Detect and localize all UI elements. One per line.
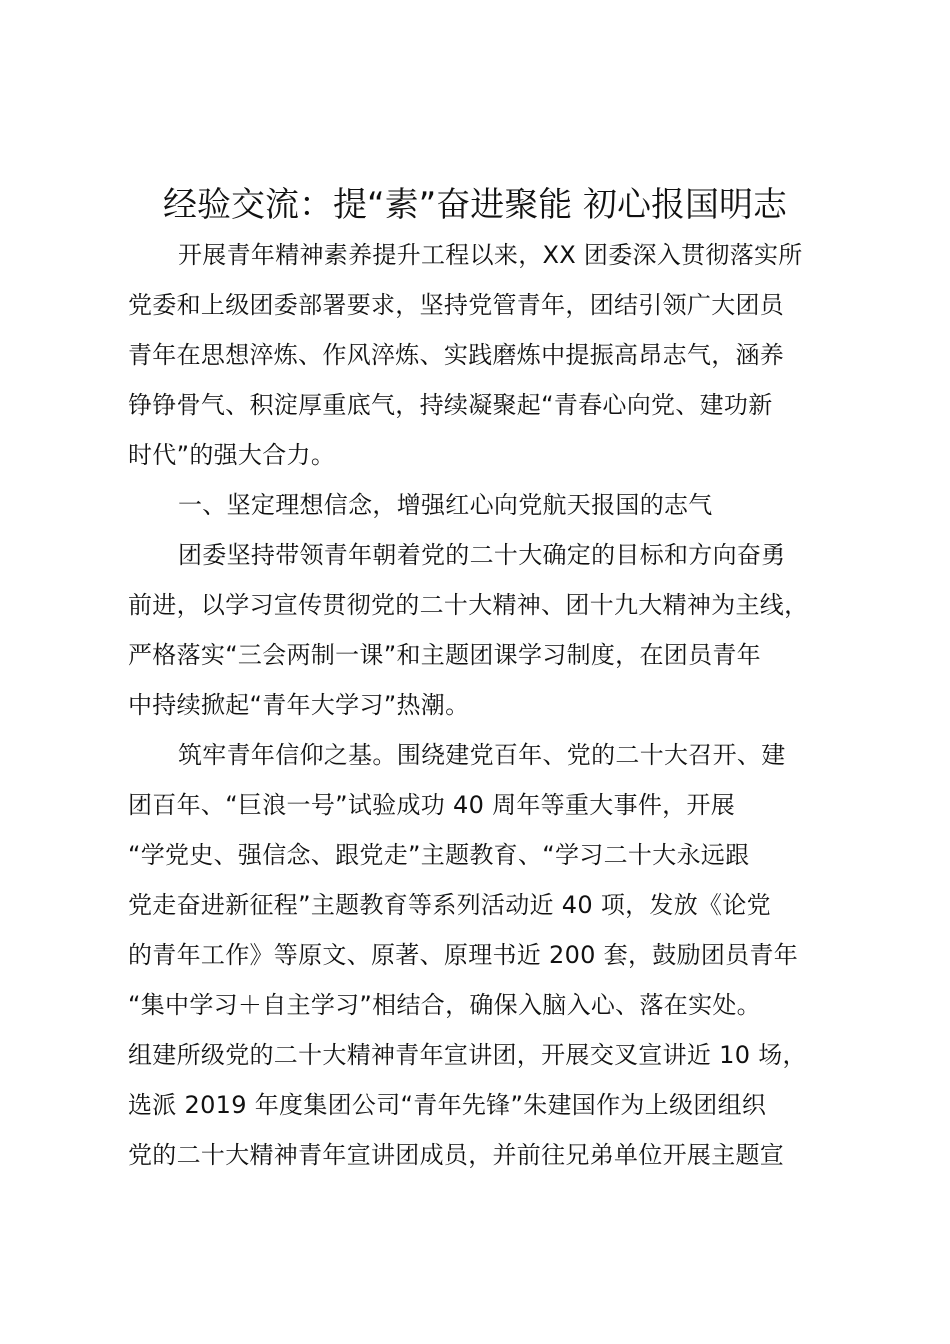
document-title: 经验交流：提“素”奋进聚能 初心报国明志 [162, 185, 788, 225]
text-line: 团委坚持带领青年朝着党的二十大确定的目标和方向奋勇 [178, 541, 786, 569]
text-line: 的青年工作》等原文、原著、原理书近 200 套，鼓励团员青年 [128, 941, 799, 969]
text-line: 前进，以学习宣传贯彻党的二十大精神、团十九大精神为主线， [128, 591, 809, 619]
text-line: 严格落实“三会两制一课”和主题团课学习制度，在团员青年 [128, 641, 761, 669]
text-line: 铮铮骨气、积淀厚重底气，持续凝聚起“青春心向党、建功新 [128, 391, 773, 419]
text-line: “学党史、强信念、跟党走”主题教育、“学习二十大永远跟 [128, 841, 750, 869]
text-line: 筑牢青年信仰之基。围绕建党百年、党的二十大召开、建 [178, 741, 786, 769]
text-line: 党委和上级团委部署要求，坚持党管青年，团结引领广大团员 [128, 291, 785, 319]
text-line: 组建所级党的二十大精神青年宣讲团，开展交叉宣讲近 10 场， [128, 1041, 807, 1069]
text-line: “集中学习＋自主学习”相结合，确保入脑入心、落在实处。 [128, 991, 761, 1019]
text-line: 团百年、“巨浪一号”试验成功 40 周年等重大事件，开展 [128, 791, 736, 819]
paragraph-section-1 [128, 530, 848, 730]
text-line: 开展青年精神素养提升工程以来，XX 团委深入贯彻落实所 [178, 241, 803, 269]
text-line: 选派 2019 年度集团公司“青年先锋”朱建国作为上级团组织 [128, 1091, 767, 1119]
section-heading-text: 一、坚定理想信念，增强红心向党航天报国的志气 [178, 491, 713, 519]
paragraph-faith [128, 730, 848, 1180]
text-line: 中持续掀起“青年大学习”热潮。 [128, 691, 470, 719]
text-line: 时代”的强大合力。 [128, 441, 336, 469]
paragraph-intro [128, 230, 848, 480]
text-line: 党的二十大精神青年宣讲团成员，并前往兄弟单位开展主题宣 [128, 1141, 785, 1169]
section-heading [128, 480, 848, 530]
text-line: 青年在思想淬炼、作风淬炼、实践磨炼中提振高昂志气，涵养 [128, 341, 785, 369]
text-line: 党走奋进新征程”主题教育等系列活动近 40 项，发放《论党 [128, 891, 771, 919]
